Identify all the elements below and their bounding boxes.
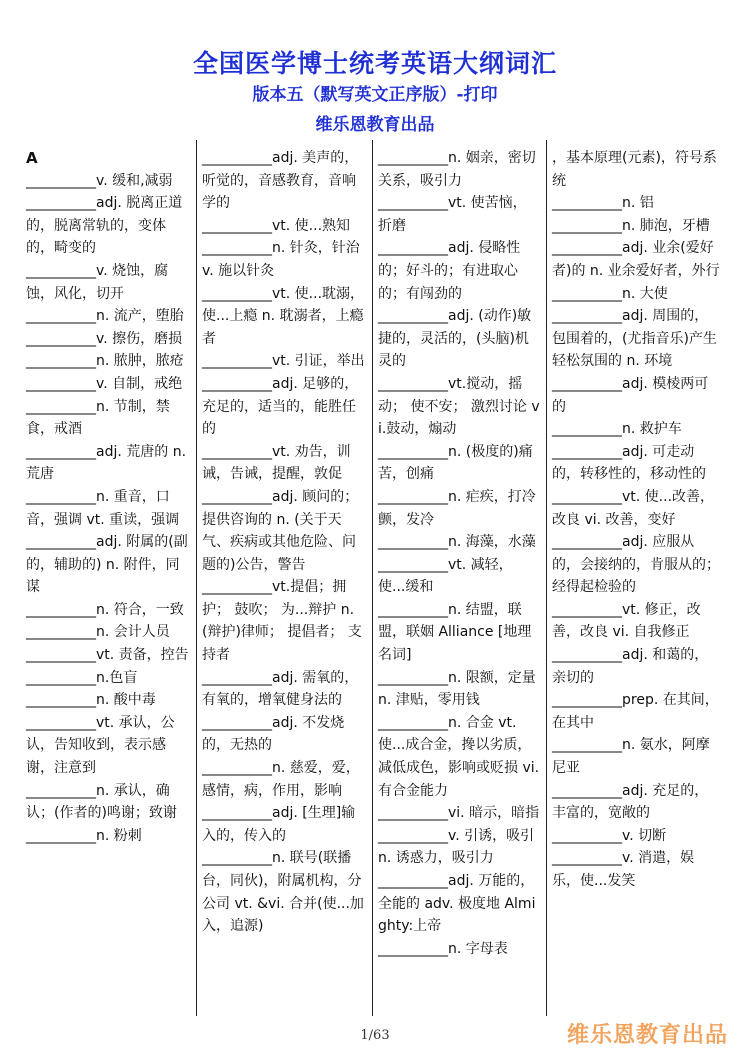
vocab-entry: __________vt. 减轻，使...缓和 [378, 556, 513, 596]
vocab-entry: __________n. 慈爱，爱，感情，病，作用，影响 [202, 760, 360, 799]
vocab-entry: __________n. 结盟，联盟，联姻 Alliance [地理名词] [378, 601, 532, 664]
section-letter: A [26, 149, 38, 167]
vocab-entry: __________adj. 足够的，充足的，适当的，能胜任的 [202, 375, 359, 438]
page-number: 1/63 [360, 1028, 390, 1043]
vocab-entry: __________v. 消遣，娱乐，使...发笑 [552, 850, 695, 889]
vocab-entry: __________adj. 侵略性的；好斗的；有进取心的；有闯劲的 [378, 240, 521, 302]
vocab-entry: __________prep. 在其间，在其中 [552, 692, 719, 731]
vocab-entry: __________n. 流产，堕胎 [26, 308, 184, 325]
vocab-entry: __________vt. 使...改善，改良 vi. 改善，变好 [552, 488, 715, 528]
vocab-entry: __________n. 姻亲，密切关系，吸引力 [378, 150, 536, 189]
vocab-entry: __________vt. 使...耽溺，使...上瘾 n. 耽溺者，上瘾者 [202, 285, 365, 347]
vocab-entry: __________n. 节制，禁食，戒酒 [26, 398, 170, 438]
document-subtitle: 版本五（默写英文正序版）-打印 [252, 85, 498, 105]
vocab-entry: __________adj. 模棱两可的 [552, 375, 709, 415]
vocab-entry: __________adj. 充足的，丰富的，宽敞的 [552, 782, 709, 822]
vocab-entry: __________vt. 修正，改善，改良 vi. 自我修正 [552, 601, 701, 641]
vocab-entry: __________adj. 附属的(副的，辅助的) n. 附件，同谋 [26, 534, 188, 596]
vocab-entry: __________n. 重音，口音，强调 vt. 重读，强调 [26, 488, 180, 528]
vocab-entry: __________adj. (动作)敏捷的，灵活的，(头脑)机灵的 [378, 308, 532, 370]
vocab-entry: __________adj. 周围的，包围着的，(尤指音乐)产生轻松氛围的 n. 环境 [552, 308, 717, 370]
publisher-watermark: 维乐恩教育出品 [566, 1023, 728, 1048]
vocab-entry: __________n. 联号(联播台，同伙)，附属机构，分公司 vt. &vi. 合并(使...加入，追源) [202, 850, 364, 935]
vocab-entry: __________vt. 承认，公认，告知收到，表示感谢，注意到 [26, 714, 175, 777]
vocab-entry: __________v. 引诱，吸引 n. 诱惑力，吸引力 [378, 827, 535, 867]
vocab-entry: __________adj. 不发烧的，无热的 [202, 714, 345, 754]
vocab-entry: __________n. 海藻，水藻 [378, 534, 536, 551]
vocab-column-1 [20, 145, 196, 1013]
vocab-entry: __________n. 疟疾，打冷颤，发冷 [378, 488, 536, 528]
vocab-entry: __________adj. 应服从的，会接纳的，肯服从的；经得起检验的 [552, 534, 720, 596]
publisher-line: 维乐恩教育出品 [315, 115, 435, 135]
vocab-entry: __________n.色盲 [26, 669, 138, 686]
vocab-entry: __________n. 救护车 [552, 421, 682, 438]
document-title: 全国医学博士统考英语大纲词汇 [192, 49, 557, 78]
vocab-entry: __________adj. 荒唐的 n. 荒唐 [26, 443, 187, 483]
vocab-entry: __________n. 限额，定量 n. 津贴，零用钱 [378, 669, 536, 709]
vocab-entry: __________adj. 业余(爱好者)的 n. 业余爱好者，外行 [552, 240, 720, 279]
vocab-column-2 [196, 145, 372, 1013]
vocab-entry: __________v. 烧蚀，腐蚀，风化，切开 [26, 262, 169, 302]
vocab-entry: __________v. 自制，戒绝 [26, 375, 183, 392]
vocab-entry: __________n. 承认，确认；(作者的)鸣谢；致谢 [26, 782, 177, 822]
vocab-entry: __________n. 针灸，针治 v. 施以针灸 [202, 240, 360, 279]
vocab-entry: __________vt. 使苦恼，折磨 [378, 195, 527, 234]
vocab-entry: __________n. 铝 [552, 195, 654, 212]
vocab-entry: __________adj. 万能的，全能的 adv. 极度地 Almighty:上帝 [378, 873, 536, 935]
vocab-entry: __________vi. 暗示，暗指 [378, 805, 540, 822]
vocab-entry: __________n. 脓肿，脓疮 [26, 353, 184, 370]
vocab-entry: __________adj. 美声的，听觉的，音感教育，音响学的 [202, 150, 359, 212]
vocab-entry: __________n. (极度的)痛苦，创痛 [378, 443, 533, 483]
vocab-entry: __________n. 粉刺 [26, 827, 142, 844]
vocab-entry: __________vt. 劝告，训诫，告诫，提醒，敦促 [202, 443, 351, 483]
vocab-entry: __________v. 缓和,减弱 [26, 172, 173, 189]
vocab-entry: __________n. 大使 [552, 285, 668, 302]
vocab-entry: __________n. 氨水，阿摩尼亚 [552, 737, 710, 777]
vocab-entry: __________adj. 和蔼的，亲切的 [552, 647, 709, 686]
vocab-entry: ，基本原理(元素)，符号系统 [552, 150, 717, 189]
vocab-column-3 [372, 145, 546, 1013]
vocab-entry: __________adj. 脱离正道的，脱离常轨的，变体的，畸变的 [26, 195, 183, 257]
vocab-entry: __________v. 擦伤，磨损 [26, 330, 183, 347]
vocab-entry: __________n. 会计人员 [26, 624, 170, 641]
vocab-entry: __________vt.搅动，摇动； 使不安； 激烈讨论 vi.鼓动，煽动 [378, 375, 540, 438]
vocab-entry: __________n. 字母表 [378, 940, 508, 957]
vocab-entry: __________adj. 可走动的，转移性的，移动性的 [552, 443, 706, 483]
vocab-entry: __________v. 切断 [552, 827, 667, 844]
vocab-entry: __________vt. 引证，举出 [202, 353, 365, 370]
vocab-entry: __________n. 符合，一致 [26, 601, 184, 618]
vocab-entry: __________n. 合金 vt. 使...成合金，搀以劣质，减低成色，影响或贬损 vi. 有合金能力 [378, 714, 540, 799]
vocab-entry: __________adj. [生理]输入的，传入的 [202, 805, 356, 844]
vocab-entry: __________vt. 责备，控告 [26, 647, 189, 664]
vocab-entry: __________adj. 需氧的，有氧的，增氧健身法的 [202, 669, 359, 709]
vocab-entry: __________adj. 顾问的；提供咨询的 n. (关于天气、疾病或其他危险、问题的)公告，警告 [202, 488, 359, 573]
vocab-column-4 [546, 145, 726, 1013]
vocab-entry: __________vt.提倡；拥护； 鼓吹； 为...辩护 n.(辩护)律师； 提倡者； 支持者 [202, 579, 362, 664]
vocab-entry: __________n. 酸中毒 [26, 692, 156, 709]
vocab-entry: __________n. 肺泡，牙槽 [552, 217, 710, 234]
vocab-entry: __________vt. 使...熟知 [202, 217, 351, 234]
